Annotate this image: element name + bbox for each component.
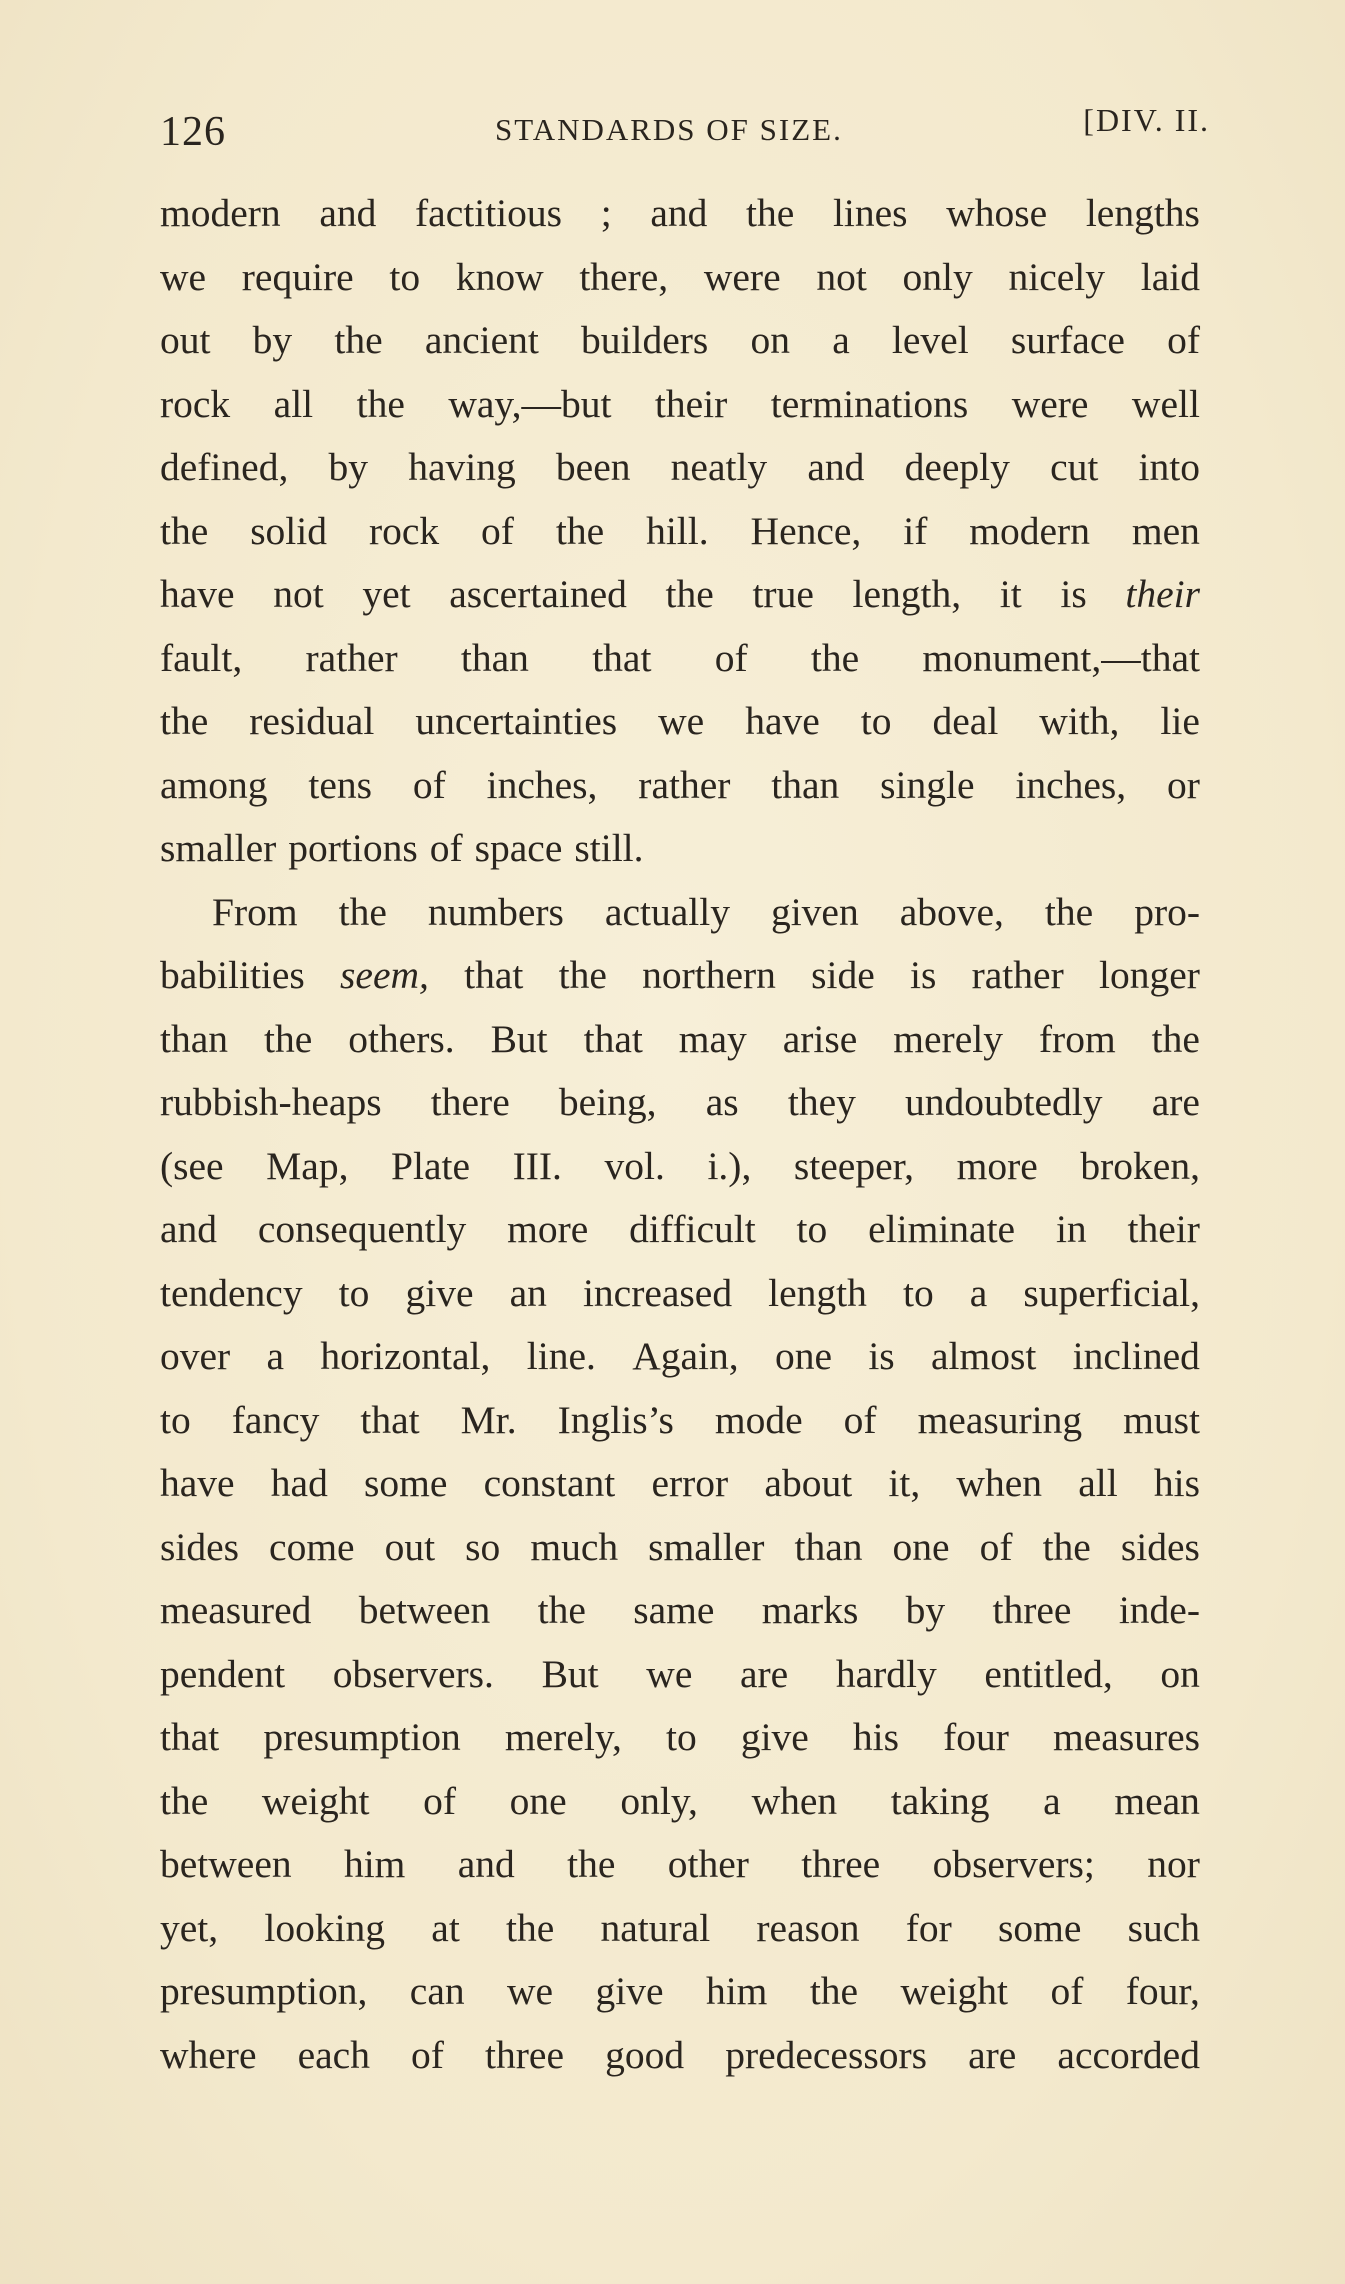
text-line: among tens of inches, rather than single inches, or <box>160 762 1200 807</box>
text-line: measured between the same marks by three inde- <box>160 1588 1200 1632</box>
text-line: defined, by having been neatly and deeply cut into <box>160 445 1200 489</box>
text-line: fault, rather than that of the monument,—that <box>160 635 1200 680</box>
text-line: where each of three good predecessors are accorded <box>160 2032 1200 2077</box>
running-head <box>160 98 1210 158</box>
division-label: [DIV. II. <box>1083 102 1210 138</box>
text-line: that presumption merely, to give his four measures <box>160 1715 1200 1759</box>
text-line: between him and the other three observers; nor <box>160 1842 1200 1886</box>
text-line: rubbish-heaps there being, as they undoubtedly are <box>160 1080 1200 1124</box>
text-line: we require to know there, were not only nicely laid <box>160 254 1200 299</box>
text-line: over a horizontal, line. Again, one is almost inclined <box>160 1334 1200 1378</box>
text-line: babilities seem, that the northern side is rather longer <box>160 953 1200 997</box>
text-line: modern and factitious ; and the lines whose lengths <box>160 191 1200 235</box>
text-line: have not yet ascertained the true length, it is their <box>160 572 1200 616</box>
text-line: From the numbers actually given above, the pro- <box>212 889 1200 934</box>
text-line: presumption, can we give him the weight of four, <box>160 1969 1200 2013</box>
text-line: have had some constant error about it, when all his <box>160 1461 1200 1505</box>
body-text <box>160 182 1200 2087</box>
text-line: the residual uncertainties we have to deal with, lie <box>160 699 1200 743</box>
text-line: the weight of one only, when taking a mean <box>160 1778 1200 1823</box>
text-line: than the others. But that may arise merely from the <box>160 1016 1200 1061</box>
text-line: yet, looking at the natural reason for some such <box>160 1905 1200 1950</box>
text-line: out by the ancient builders on a level surface of <box>160 318 1200 362</box>
text-line: tendency to give an increased length to a superficial, <box>160 1270 1200 1315</box>
text-line: smaller portions of space still. <box>160 826 644 870</box>
text-line: sides come out so much smaller than one of the sides <box>160 1524 1200 1569</box>
text-line: the solid rock of the hill. Hence, if modern men <box>160 508 1200 553</box>
text-line: to fancy that Mr. Inglis’s mode of measuring must <box>160 1397 1200 1442</box>
text-line: rock all the way,—but their terminations were well <box>160 381 1200 426</box>
text-line: pendent observers. But we are hardly entitled, on <box>160 1651 1200 1696</box>
running-title: STANDARDS OF SIZE. <box>495 112 843 147</box>
text-line: (see Map, Plate III. vol. i.), steeper, more broken, <box>160 1143 1200 1188</box>
page-number: 126 <box>160 109 226 155</box>
text-line: and consequently more difficult to eliminate in their <box>160 1207 1200 1251</box>
